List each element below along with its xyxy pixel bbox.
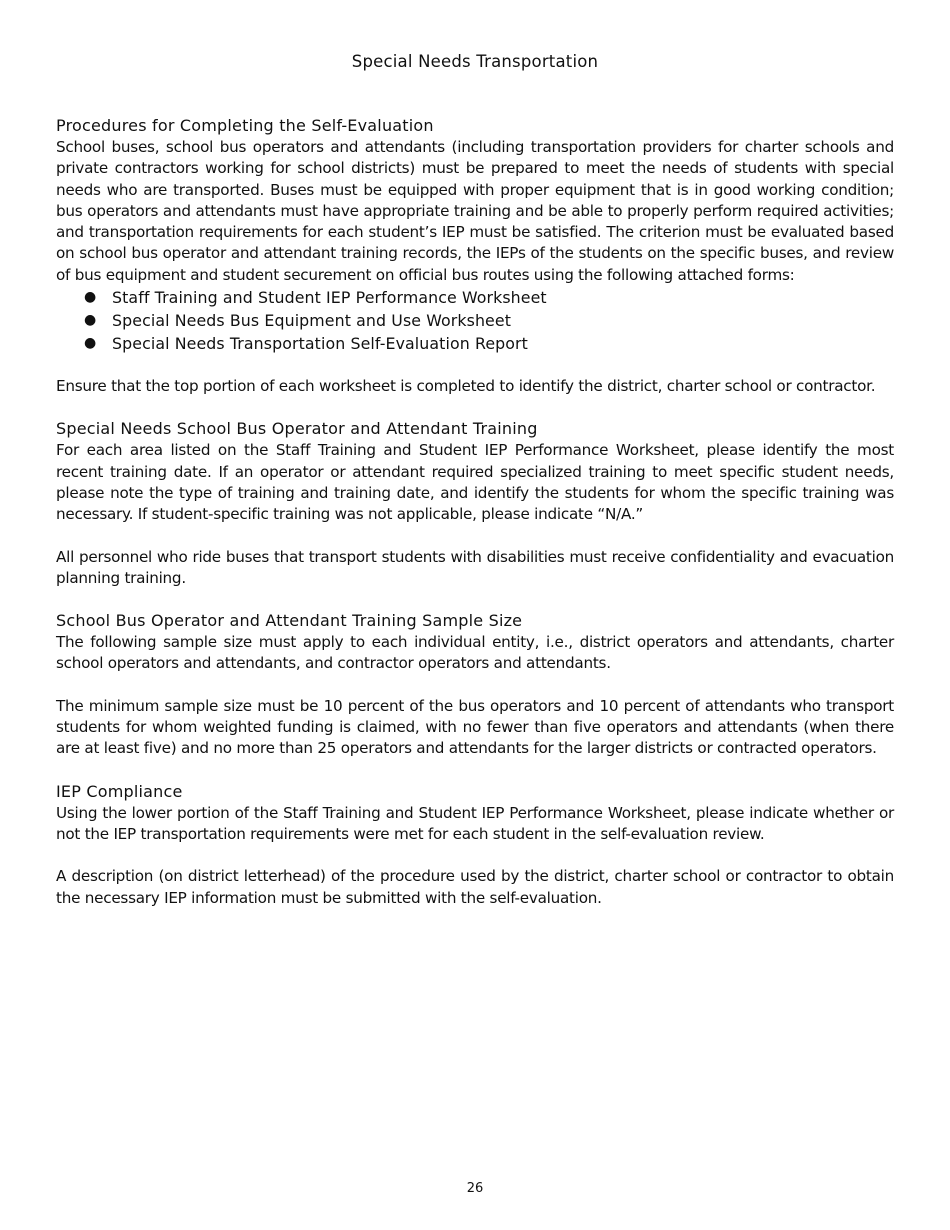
form-name: Special Needs Transportation Self-Evaluation Report	[112, 334, 528, 354]
document-title: Special Needs Transportation	[351, 52, 599, 71]
paragraph-iep-body: Using the lower portion of the Staff Training and Student IEP Performance Worksheet, please indicate whether or not the IEP transportation requirements were met for each student in the self-evaluation review.	[56, 803, 894, 843]
heading-training: Special Needs School Bus Operator and Attendant Training	[56, 419, 538, 439]
heading-sample-size: School Bus Operator and Attendant Training Sample Size	[56, 611, 523, 631]
paragraph-procedures-body: School buses, school bus operators and attendants (including transportation providers for charter schools and private contractors working for school districts) must be prepared to meet the needs of students with special needs who are transported. Buses must be equipped with proper equipment that is in good working condition; bus operators and attendants must have appropriate training and be able to properly perform required activities; and transportation requirements for each student’s IEP must be satisfied. The criterion must be evaluated based on school bus operator and attendant training records, the IEPs of the students on the specific buses, and review of bus equipment and student securement on official bus routes using the following attached forms:	[56, 138, 894, 284]
form-name: Special Needs Bus Equipment and Use Worksheet	[112, 311, 511, 331]
section-sample-size	[56, 610, 894, 759]
list-item	[56, 309, 894, 332]
document-page	[56, 0, 894, 1230]
bullet-icon: ●	[84, 335, 97, 352]
paragraph-training-body2: All personnel who ride buses that transport students with disabilities must receive confidentiality and evacuation planning training.	[56, 547, 894, 587]
paragraph-sample-size-body2: The minimum sample size must be 10 percent of the bus operators and 10 percent of attendants who transport students for whom weighted funding is claimed, with no fewer than five operators and attendants (when there are at least five) and no more than 25 operators and attendants for the larger districts or contracted operators.	[56, 696, 894, 758]
bullet-icon: ●	[84, 312, 97, 329]
section-iep-compliance	[56, 781, 894, 909]
bullet-icon: ●	[84, 289, 97, 306]
paragraph-sample-size-body: The following sample size must apply to each individual entity, i.e., district operators and attendants, charter school operators and attendants, and contractor operators and attendants.	[56, 633, 894, 673]
list-item	[56, 286, 894, 309]
page-number: 26	[466, 1181, 484, 1196]
paragraph-iep-body2: A description (on district letterhead) of the procedure used by the district, charter school or contractor to obtain the necessary IEP information must be submitted with the self-evaluation.	[56, 867, 894, 907]
form-name: Staff Training and Student IEP Performance Worksheet	[112, 288, 547, 308]
heading-iep-compliance: IEP Compliance	[56, 781, 183, 801]
paragraph-procedures-note: Ensure that the top portion of each worksheet is completed to identify the district, charter school or contractor.	[56, 377, 876, 396]
heading-procedures: Procedures for Completing the Self-Evaluation	[56, 116, 434, 135]
section-procedures	[56, 115, 894, 397]
document-content	[56, 115, 894, 909]
forms-list	[56, 286, 894, 355]
list-item	[56, 332, 894, 355]
paragraph-training-body: For each area listed on the Staff Training and Student IEP Performance Worksheet, please identify the most recent training date. If an operator or attendant required specialized training to meet specific student needs, please note the type of training and training date, and identify the students for whom the specific training was necessary. If student-specific training was not applicable, please indicate “N/A.”	[56, 441, 894, 524]
section-training	[56, 418, 894, 589]
